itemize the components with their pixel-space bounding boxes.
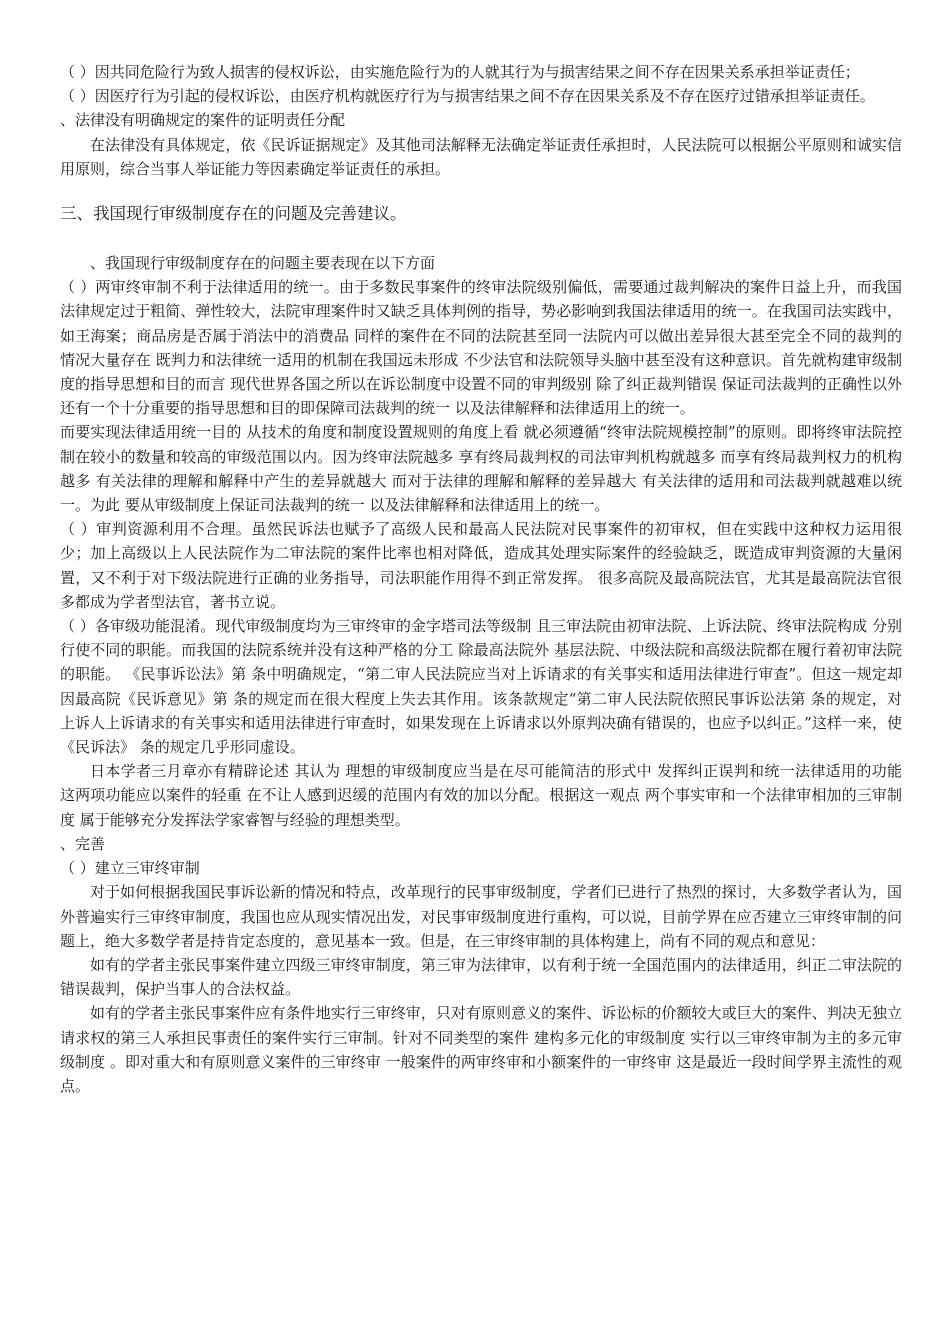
subheading-improvement: 、完善 bbox=[60, 834, 106, 853]
paragraph-four-level: 如有的学者主张民事案件建立四级三审终审制度，第三审为法律审，以有利于统一全国范围内的法律适用，纠正二审法院的错误裁判，保护当事人的合法权益。 bbox=[60, 955, 902, 999]
paragraph-japanese-scholar: 日本学者三月章亦有精辟论述 其认为 理想的审级制度应当是在尽可能简洁的形式中 发挥纠正误判和统一法律适用的功能 这两项功能应以案件的轻重 在不让人感到迟缓的范围内有效的加以分配。根据这一观点 两个事实审和一个法律审相加的三审制度 属于能够充分发挥法学家睿智与经验的理想类型。 bbox=[60, 762, 902, 829]
paragraph-joint-danger: （ ）因共同危险行为致人损害的侵权诉讼，由实施危险行为的人就其行为与损害结果之间不存在因果关系承担举证责任； bbox=[60, 63, 860, 81]
subheading-three-tier: （ ）建立三审终审制 bbox=[60, 859, 200, 878]
paragraph-reform-discussion: 对于如何根据我国民事诉讼新的情况和特点，改革现行的民事审级制度，学者们已进行了热烈的探讨，大多数学者认为，国外普遍实行三审终审制度，我国也应从现实情况出发，对民事审级制度进行重构，可以说，目前学界在应否建立三审终审制的问题上，绝大多数学者是持肯定态度的，意见基本一致。但是，在三审终审制的具体构建上，尚有不同的观点和意见： bbox=[60, 883, 902, 950]
paragraph-judicial-resources: （ ）审判资源利用不合理。虽然民诉法也赋予了高级人民和最高人民法院对民事案件的初审权，但在实践中这种权力运用很少；加上高级以上人民法院作为二审法院的案件比率也相对降低，造成其处理实际案件的经验缺乏，既造成审判资源的大量闲置，又不利于对下级法院进行正确的业务指导，司法职能作用得不到正常发挥。 很多高院及最高院法官，尤其是最高院法官很多都成为学者型法官，著书立说。 bbox=[60, 520, 902, 611]
subheading-problems: 、我国现行审级制度存在的问题主要表现在以下方面 bbox=[90, 254, 436, 273]
paragraph-final-court-control: 而要实现法律适用统一目的 从技术的角度和制度设置规则的角度上看 就必须遵循“终审法院规模控制”的原则。即将终审法院控制在较小的数量和较高的审级范围以内。因为终审法院越多 享有终局裁判权的司法审判机构就越多 而享有终局裁判权力的机构越多 有关法律的理解和解释中产生的差异就越大 而对于法律的理解和解释的差异越大 有关法律的适用和司法裁判就越难以统一。为此 要从审级制度上保证司法裁判的统一 以及法律解释和法律适用上的统一。 bbox=[60, 423, 902, 515]
paragraph-no-legal-provision: 在法律没有具体规定，依《民诉证据规定》及其他司法解释无法确定举证责任承担时，人民法院可以根据公平原则和诚实信用原则，综合当事人举证能力等因素确定举证责任的承担。 bbox=[60, 135, 902, 178]
paragraph-conditional-three-tier: 如有的学者主张民事案件应有条件地实行三审终审，只对有原则意义的案件、诉讼标的价额较大或巨大的案件、判决无独立请求权的第三人承担民事责任的案件实行三审制。针对不同类型的案件 建构多元化的审级制度 实行以三审终审制为主的多元审级制度 。即对重大和有原则意义案件的三审终审 一般案件的两审终审和小额案件的一审终审 这是最近一段时间学界主流性的观点。 bbox=[60, 1004, 902, 1095]
paragraph-tier-functions: （ ）各审级功能混淆。现代审级制度均为三审终审的金字塔司法等级制 且三审法院由初审法院、上诉法院、终审法院构成 分别行使不同的职能。而我国的法院系统并没有这种严格的分工 除最高法院外 基层法院、中级法院和高级法院都在履行着初审法院的职能。 《民事诉讼法》第 条中明确规定，“第二审人民法院应当对上诉请求的有关事实和适用法律进行审查”。但这一规定却因最高院《民诉意见》第 条的规定而在很大程度上失去其作用。该条款规定“第二审人民法院依照民事诉讼法第 条的规定，对上诉人上诉请求的有关事实和适用法律进行审查时，如果发现在上诉请求以外原判决确有错误的，也应予以纠正。”这样一来，使《民诉法》 条的规定几乎形同虚设。 bbox=[60, 617, 902, 757]
subheading-burden-of-proof: 、法律没有明确规定的案件的证明责任分配 bbox=[60, 111, 346, 130]
paragraph-two-tier: （ ）两审终审制不利于法律适用的统一。由于多数民事案件的终审法院级别偏低，需要通过裁判解决的案件日益上升，而我国法律规定过于粗简、弹性较大，法院审理案件时又缺乏具体判例的指导，势必影响到我国法律适用的统一。在我国司法实践中， 如王海案；商品房是否属于消法中的消费品 同样的案件在不同的法院甚至同一法院内可以做出差异很大甚至完全不同的裁判的情况大量存在 既判力和法律统一适用的机制在我国远未形成 不少法官和法院领导头脑中甚至没有这种意识。首先就构建审级制度的指导思想和目的而言 现代世界各国之所以在诉讼制度中设置不同的审判级别 除了纠正裁判错误 保证司法裁判的正确性以外 还有一个十分重要的指导思想和目的即保障司法裁判的统一 以及法律解释和法律适用上的统一。 bbox=[60, 278, 902, 418]
paragraph-medical: （ ）因医疗行为引起的侵权诉讼，由医疗机构就医疗行为与损害结果之间不存在因果关系及不存在医疗过错承担举证责任。 bbox=[60, 87, 875, 106]
section-heading-3: 三、我国现行审级制度存在的问题及完善建议。 bbox=[60, 204, 407, 224]
